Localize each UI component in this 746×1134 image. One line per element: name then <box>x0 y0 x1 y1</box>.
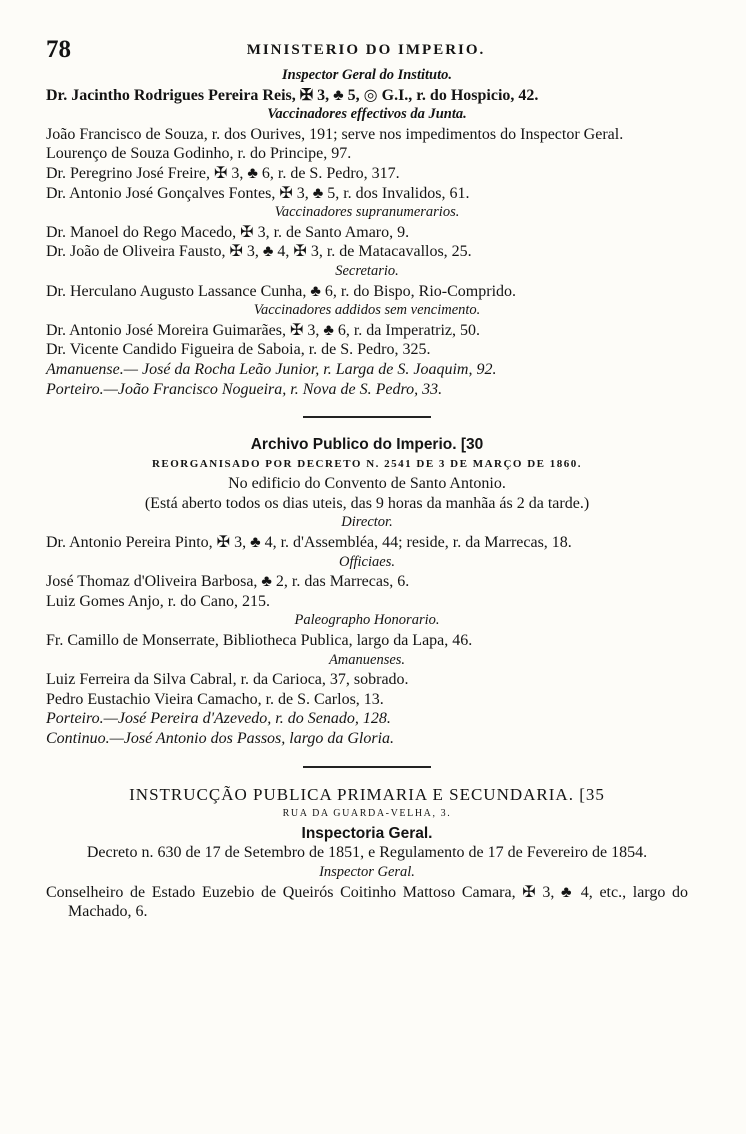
archivo-heading: Archivo Publico do Imperio. [30 <box>250 436 484 454</box>
entry-line: Luiz Gomes Anjo, r. do Cano, 215. <box>46 592 270 610</box>
entry-line: Dr. João de Oliveira Fausto, ✠ 3, ♣ 4, ✠ 3, r. de Matacavallos, 25. <box>46 243 472 261</box>
entry-line: Dr. Antonio José Moreira Guimarães, ✠ 3, ♣ 6, r. da Imperatriz, 50. <box>46 321 481 339</box>
section-divider <box>303 416 431 418</box>
archivo-place: No edificio do Convento de Santo Antonio. <box>228 475 506 493</box>
entry-line: Porteiro.—João Francisco Nogueira, r. Nova de S. Pedro, 33. <box>46 380 443 398</box>
instruccao-address: RUA DA GUARDA-VELHA, 3. <box>282 808 452 820</box>
entry-line: Dr. Vicente Candido Figueira de Saboia, r. de S. Pedro, 325. <box>46 341 431 359</box>
page-content <box>46 66 688 922</box>
instruccao-heading: INSTRUCÇÃO PUBLICA PRIMARIA E SECUNDARIA. [35 <box>129 784 605 804</box>
section-subtitle: Amanuenses. <box>328 651 406 668</box>
section-subtitle: Officiaes. <box>339 553 395 570</box>
entry-line: Continuo.—José Antonio dos Passos, largo da Gloria. <box>46 730 395 747</box>
entry-line: Lourenço de Souza Godinho, r. do Principe, 97. <box>46 145 352 163</box>
section-subtitle: Paleographo Honorario. <box>294 612 440 629</box>
section-subtitle: Vaccinadores supranumerarios. <box>274 204 460 221</box>
section-subtitle: Vaccinadores effectivos da Junta. <box>267 106 467 123</box>
entry-line: João Francisco de Souza, r. dos Ourives, 191; serve nos impedimentos do Inspector Geral. <box>46 125 624 143</box>
inspectoria-heading: Inspectoria Geral. <box>301 824 433 842</box>
entry-line: José Thomaz d'Oliveira Barbosa, ♣ 2, r. das Marrecas, 6. <box>46 573 410 591</box>
entry-line: Dr. Jacintho Rodrigues Pereira Reis, ✠ 3, ♣ 5, ◎ G.I., r. do Hospicio, 42. <box>46 86 539 104</box>
archivo-hours: (Está aberto todos os dias uteis, das 9 horas da manhãa ás 2 da tarde.) <box>144 494 590 512</box>
entry-line: Porteiro.—José Pereira d'Azevedo, r. do Senado, 128. <box>46 710 391 728</box>
entry-line: Fr. Camillo de Monserrate, Bibliotheca Publica, largo da Lapa, 46. <box>46 632 473 650</box>
entry-line: Luiz Ferreira da Silva Cabral, r. da Carioca, 37, sobrado. <box>46 671 409 689</box>
page-number: 78 <box>46 36 71 63</box>
entry-line: Amanuense.— José da Rocha Leão Junior, r. Larga de S. Joaquim, 92. <box>46 360 497 378</box>
entry-line: Conselheiro de Estado Euzebio de Queirós Coitinho Mattoso Camara, ✠ 3, ♣ 4, etc., largo do Machado, 6. <box>46 883 688 921</box>
entry-line: Dr. Manoel do Rego Macedo, ✠ 3, r. de Santo Amaro, 9. <box>46 223 410 241</box>
archivo-decree: REORGANISADO POR DECRETO N. 2541 DE 3 DE MARÇO DE 1860. <box>151 457 583 470</box>
entry-line: Dr. Herculano Augusto Lassance Cunha, ♣ 6, r. do Bispo, Rio-Comprido. <box>46 282 517 300</box>
instruccao-decree: Decreto n. 630 de 17 de Setembro de 1851, e Regulamento de 17 de Fevereiro de 1854. <box>86 844 648 862</box>
page-header <box>46 36 686 66</box>
section-subtitle: Vaccinadores addidos sem vencimento. <box>253 302 481 319</box>
entry-line: Dr. Antonio Pereira Pinto, ✠ 3, ♣ 4, r. d'Assembléa, 44; reside, r. da Marrecas, 18. <box>46 534 572 552</box>
running-title: MINISTERIO DO IMPERIO. <box>246 42 486 58</box>
section-subtitle: Inspector Geral do Instituto. <box>282 67 452 83</box>
section-subtitle: Director. <box>341 514 393 531</box>
entry-line: Dr. Antonio José Gonçalves Fontes, ✠ 3, ♣ 5, r. dos Invalidos, 61. <box>46 184 470 202</box>
section-divider <box>303 766 431 768</box>
section-subtitle: Secretario. <box>335 262 399 279</box>
section-subtitle: Inspector Geral. <box>319 863 415 880</box>
entry-line: Pedro Eustachio Vieira Camacho, r. de S. Carlos, 13. <box>46 690 384 708</box>
entry-line: Dr. Peregrino José Freire, ✠ 3, ♣ 6, r. de S. Pedro, 317. <box>46 164 400 182</box>
